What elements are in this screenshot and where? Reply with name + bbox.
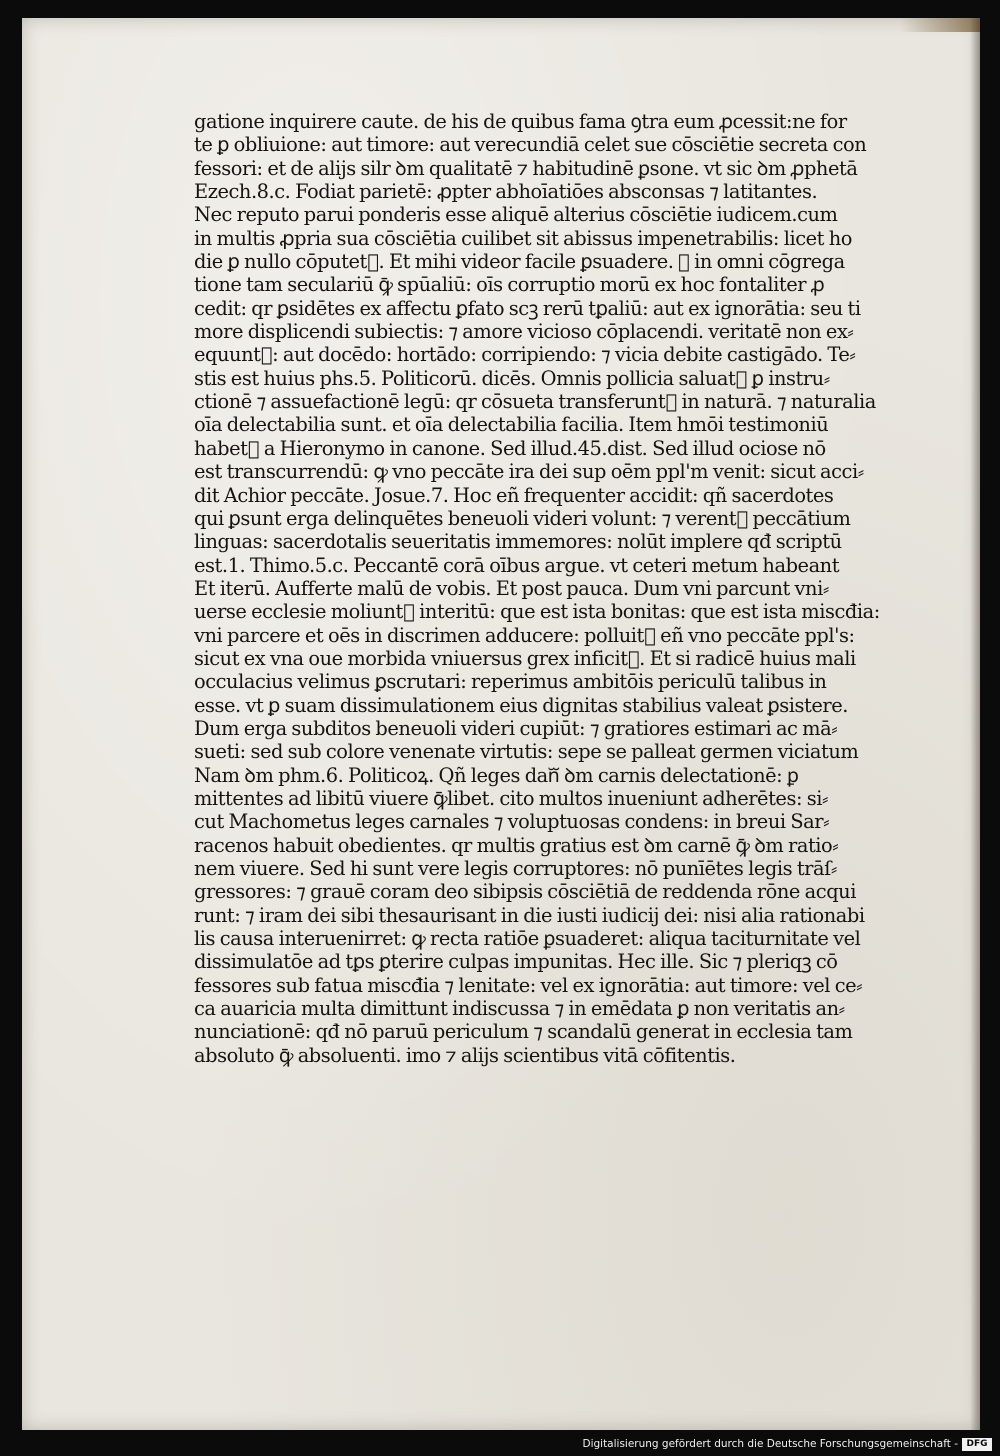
footer-bar bbox=[0, 1430, 1000, 1456]
text-line: ca auaricia multa dimittunt indiscussa ⁊ in emēdata ꝑ non veritatis an⸗ bbox=[194, 997, 845, 1021]
text-line: racenos habuit obedientes. qr multis gratius est ꝺm carnē ꝙ̄ ꝺm ratio⸗ bbox=[194, 833, 839, 857]
page-edge-shadow bbox=[970, 18, 980, 1430]
text-line: Ezech.8.c. Fodiat parietē: ꝓpter abhoīatiōes absconsas ⁊ latitantes. bbox=[194, 180, 818, 204]
text-line: nunciationē: qđ nō paruū periculum ⁊ scandalū generat in ecclesia tam bbox=[194, 1020, 853, 1044]
text-line: die ꝑ nullo cōputetᷓ. Et mihi videor facile ꝑsuadere. ꝙ in omni cōgrega bbox=[194, 250, 845, 274]
text-line: qui ꝑsunt erga delinquētes beneuoli videri volunt: ⁊ verentᷓ peccātium bbox=[194, 506, 851, 530]
book-page bbox=[22, 18, 980, 1430]
text-line: uerse ecclesie moliuntᷓ interitū: que est ista bonitas: que est ista miscđia: bbox=[194, 600, 880, 624]
text-line: fessores sub fatua miscđia ⁊ lenitate: vel ex ignorātia: aut timore: vel ce⸗ bbox=[194, 973, 863, 997]
text-line: mittentes ad libitū viuere ꝙ̄libet. cito multos inueniunt adherētes: si⸗ bbox=[194, 786, 829, 810]
digitization-credit: Digitalisierung gefördert durch die Deutsche Forschungsgemeinschaft - bbox=[582, 1438, 958, 1450]
text-line: gressores: ⁊ grauē coram deo sibipsis cōsciētiā de reddenda rōne acqui bbox=[194, 880, 856, 904]
text-line: Nam ꝺm phm.6. Politicoꝝ. Qñ leges danᷓ ꝺm carnis delectationē: ꝑ bbox=[194, 763, 799, 787]
page-text-block bbox=[194, 110, 934, 1067]
text-line: sicut ex vna oue morbida vniuersus grex inficitᷓ. Et si radicē huius mali bbox=[194, 646, 856, 670]
text-line: sueti: sed sub colore venenate virtutis: sepe se palleat germen viciatum bbox=[194, 740, 859, 764]
text-line: more displicendi subiectis: ⁊ amore vicioso cōplacendi. veritatē non ex⸗ bbox=[194, 320, 854, 344]
text-line: vni parcere et oēs in discrimen adducere: polluitᷓ eñ vno peccāte ppl's: bbox=[194, 623, 855, 647]
text-line: gatione inquirere caute. de his de quibus fama ꝯtra eum ꝓcessit:ne for bbox=[194, 110, 847, 133]
text-line: cedit: qr ꝑsidētes ex affectu ꝑfato scꝫ rerū tꝑaliū: aut ex ignorātia: seu ti bbox=[194, 296, 861, 320]
text-line: dit Achior peccāte. Josue.7. Hoc eñ frequenter accidit: qñ sacerdotes bbox=[194, 483, 834, 507]
text-line: est transcurrendū: ꝙ vno peccāte ira dei sup oēm ppl'm venit: sicut acci⸗ bbox=[194, 460, 864, 484]
text-line: habetᷓ a Hieronymo in canone. Sed illud.45.dist. Sed illud ociose nō bbox=[194, 436, 826, 460]
text-line: in multis ꝓpria sua cōsciētia cuilibet sit abissus impenetrabilis: licet ho bbox=[194, 226, 852, 250]
text-line: cut Machometus leges carnales ⁊ voluptuosas condens: in breui Sar⸗ bbox=[194, 810, 830, 834]
text-line: Nec reputo parui ponderis esse aliquē alterius cōsciētie iudicem.cum bbox=[194, 203, 838, 227]
text-line: ctionē ⁊ assuefactionē legū: qr cōsueta transferuntᷓ in naturā. ⁊ naturalia bbox=[194, 390, 876, 414]
text-line: equuntᷓ: aut docēdo: hortādo: corripiendo: ⁊ vicia debite castigādo. Te⸗ bbox=[194, 343, 856, 367]
text-line: tione tam seculariū ꝙ̄ spūaliū: oīs corruptio morū ex hoc fontaliter ꝓ bbox=[194, 273, 825, 297]
text-line: fessori: et de alijs silr ꝺm qualitatē ⁊ habitudinē ꝑsone. vt sic ꝺm ꝓphetā bbox=[194, 156, 858, 180]
text-line: oīa delectabilia sunt. et oīa delectabilia facilia. Item hmōi testimoniū bbox=[194, 413, 829, 437]
text-line: esse. vt ꝑ suam dissimulationem eius dignitas stabilius valeat ꝑsistere. bbox=[194, 693, 848, 717]
text-line: absoluto ꝙ̄ absoluenti. imo ⁊ alijs scientibus vitā cōfitentis. bbox=[194, 1043, 736, 1067]
text-line: lis causa interuenirret: ꝙ recta ratiōe ꝑsuaderet: aliqua taciturnitate vel bbox=[194, 927, 861, 951]
text-line: dissimulatōe ad tꝑs ꝑterire culpas impunitas. Hec ille. Sic ⁊ pleriqꝫ cō bbox=[194, 950, 838, 974]
page-corner-stain bbox=[900, 18, 980, 32]
dfg-logo: DFG bbox=[962, 1438, 992, 1451]
text-line: Dum erga subditos beneuoli videri cupiūt: ⁊ gratiores estimari ac mā⸗ bbox=[194, 716, 838, 740]
text-line: occulacius velimus ꝑscrutari: reperimus ambitōis periculū talibus in bbox=[194, 670, 827, 694]
text-line: nem viuere. Sed hi sunt vere legis corruptores: nō punīētes legis trāſ⸗ bbox=[194, 857, 837, 880]
text-line: linguas: sacerdotalis seueritatis immemores: nolūt implere qđ scriptū bbox=[194, 530, 842, 554]
text-line: est.1. Thimo.5.c. Peccantē corā oībus argue. vt ceteri metum habeant bbox=[194, 553, 840, 577]
text-line: Et iterū. Aufferte malū de vobis. Et post pauca. Dum vni parcunt vni⸗ bbox=[194, 576, 829, 600]
text-line: stis est huius phs.5. Politicorū. dicēs. Omnis pollicia saluatᷓ ꝑ instru⸗ bbox=[194, 366, 830, 390]
text-line: te ꝑ obliuione: aut timore: aut verecundiā celet sue cōsciētie secreta con bbox=[194, 133, 867, 157]
text-line: runt: ⁊ iram dei sibi thesaurisant in die iusti iudicij dei: nisi alia rationabi bbox=[194, 903, 865, 927]
